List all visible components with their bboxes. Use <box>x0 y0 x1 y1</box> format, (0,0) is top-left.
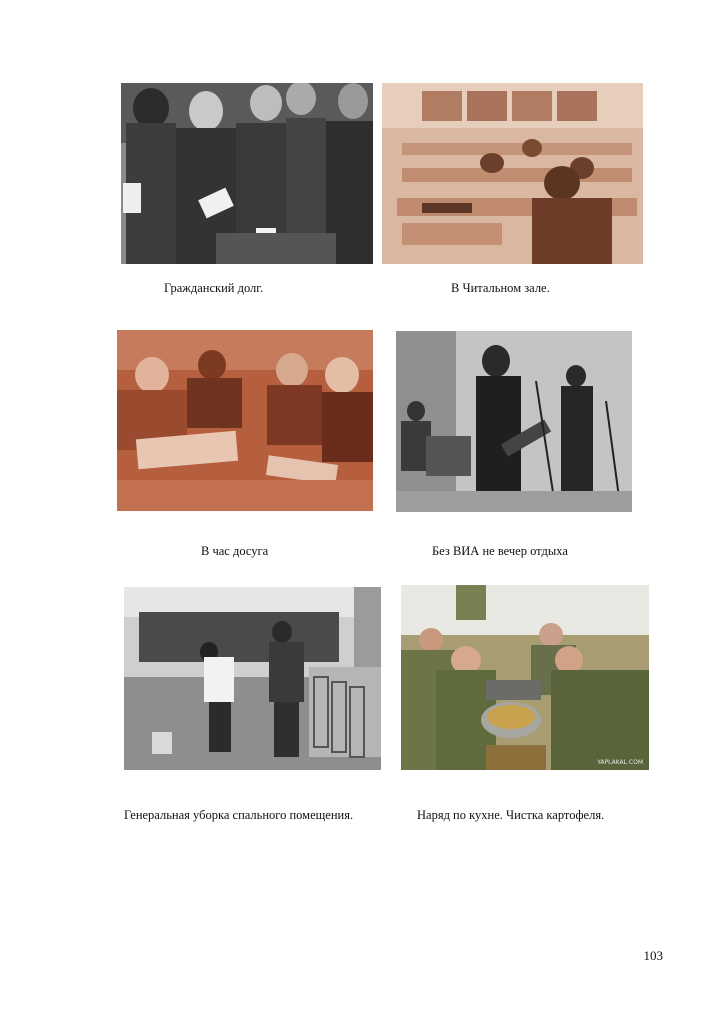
photo-barracks-cleaning <box>124 587 381 770</box>
caption-leisure: В час досуга <box>201 544 269 558</box>
watermark: YAPLAKAL.COM <box>597 759 643 766</box>
page-number: 103 <box>643 948 663 963</box>
photo-kitchen-duty <box>401 585 649 770</box>
caption-kitchen-duty: Наряд по кухне. Чистка картофеля. <box>417 808 605 822</box>
photo-leisure <box>117 330 373 511</box>
caption-band: Без ВИА не вечер отдыха <box>432 544 568 558</box>
photo-band <box>396 331 632 512</box>
photo-civic-duty <box>121 83 373 264</box>
caption-barracks-cleaning: Генеральная уборка спального помещения. <box>124 808 354 822</box>
photo-reading-room <box>382 83 643 264</box>
caption-civic-duty: Гражданский долг. <box>164 281 264 295</box>
caption-reading-room: В Читальном зале. <box>451 281 550 295</box>
